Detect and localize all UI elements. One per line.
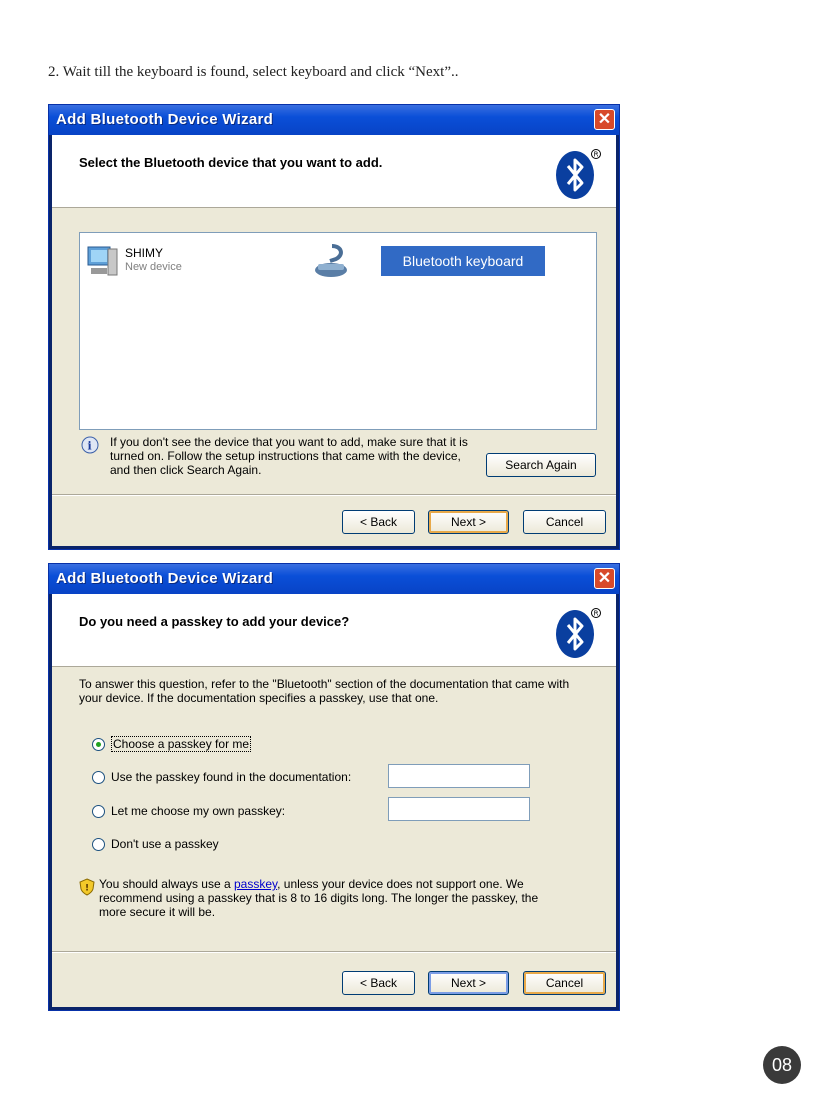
- close-button[interactable]: [594, 568, 615, 589]
- passkey-link[interactable]: passkey: [233, 877, 278, 891]
- wizard-header: [52, 594, 616, 667]
- radio-own-passkey[interactable]: [92, 805, 105, 818]
- wizard-header: [52, 135, 616, 208]
- device-status: New device: [125, 261, 182, 273]
- shield-icon: [79, 878, 95, 896]
- own-passkey-field[interactable]: [388, 797, 530, 821]
- close-icon: ✕: [597, 111, 612, 128]
- bluetooth-keyboard-item[interactable]: Bluetooth keyboard: [381, 246, 545, 276]
- radio-no-passkey[interactable]: [92, 838, 105, 851]
- passkey-dialog: [48, 563, 620, 1011]
- doc-passkey-field[interactable]: [388, 764, 530, 788]
- svg-text:R: R: [593, 609, 599, 618]
- radio-label[interactable]: Choose a passkey for me: [113, 737, 250, 751]
- title-bar[interactable]: [49, 564, 619, 594]
- wizard-heading: Select the Bluetooth device that you want to add.: [79, 155, 383, 170]
- radio-label[interactable]: Let me choose my own passkey:: [111, 804, 286, 818]
- instruction-text: 2. Wait till the keyboard is found, select keyboard and click “Next”..: [48, 64, 459, 80]
- page-number: 08: [763, 1046, 801, 1084]
- bluetooth-logo-icon: [554, 147, 602, 201]
- back-button[interactable]: < Back: [342, 510, 415, 534]
- svg-text:R: R: [593, 150, 599, 159]
- title-bar[interactable]: [49, 105, 619, 135]
- device-name: SHIMY: [125, 246, 164, 260]
- warning-text: You should always use a passkey, unless your device does not support one. We recommend using a passkey that is 8 to 16 digits long. The longer the passkey, the more secure it will be.: [99, 877, 539, 919]
- radio-choose-passkey[interactable]: [92, 738, 105, 751]
- next-button[interactable]: Next >: [428, 510, 509, 534]
- dialog-body: [52, 135, 616, 546]
- divider: [52, 951, 616, 953]
- next-button[interactable]: Next >: [428, 971, 509, 995]
- svg-text:!: !: [85, 883, 90, 894]
- intro-text: To answer this question, refer to the "Bluetooth" section of the documentation that came with your device. If the documentation specifies a passkey, use that one.: [79, 677, 570, 705]
- radio-use-doc-passkey[interactable]: [92, 771, 105, 784]
- info-icon: [81, 436, 99, 454]
- radio-label[interactable]: Use the passkey found in the documentation:: [111, 770, 352, 784]
- cancel-button[interactable]: Cancel: [523, 510, 606, 534]
- svg-text:i: i: [87, 439, 92, 453]
- device-list[interactable]: [79, 232, 597, 430]
- divider: [52, 494, 616, 496]
- keyboard-icon: [312, 243, 350, 279]
- search-again-button[interactable]: Search Again: [486, 453, 596, 477]
- wizard-heading: Do you need a passkey to add your device?: [79, 614, 350, 629]
- close-button[interactable]: [594, 109, 615, 130]
- back-button[interactable]: < Back: [342, 971, 415, 995]
- dialog-body: [52, 594, 616, 1007]
- computer-icon: [86, 244, 120, 278]
- bluetooth-logo-icon: [554, 606, 602, 660]
- radio-label[interactable]: Don't use a passkey: [111, 837, 219, 851]
- info-text: If you don't see the device that you want to add, make sure that it is turned on. Follow the setup instructions that came with the device, and then click Search Again.: [110, 435, 468, 477]
- cancel-button[interactable]: Cancel: [523, 971, 606, 995]
- dialog-title: Add Bluetooth Device Wizard: [56, 570, 274, 587]
- close-icon: ✕: [597, 570, 612, 587]
- dialog-title: Add Bluetooth Device Wizard: [56, 111, 274, 128]
- select-device-dialog: [48, 104, 620, 550]
